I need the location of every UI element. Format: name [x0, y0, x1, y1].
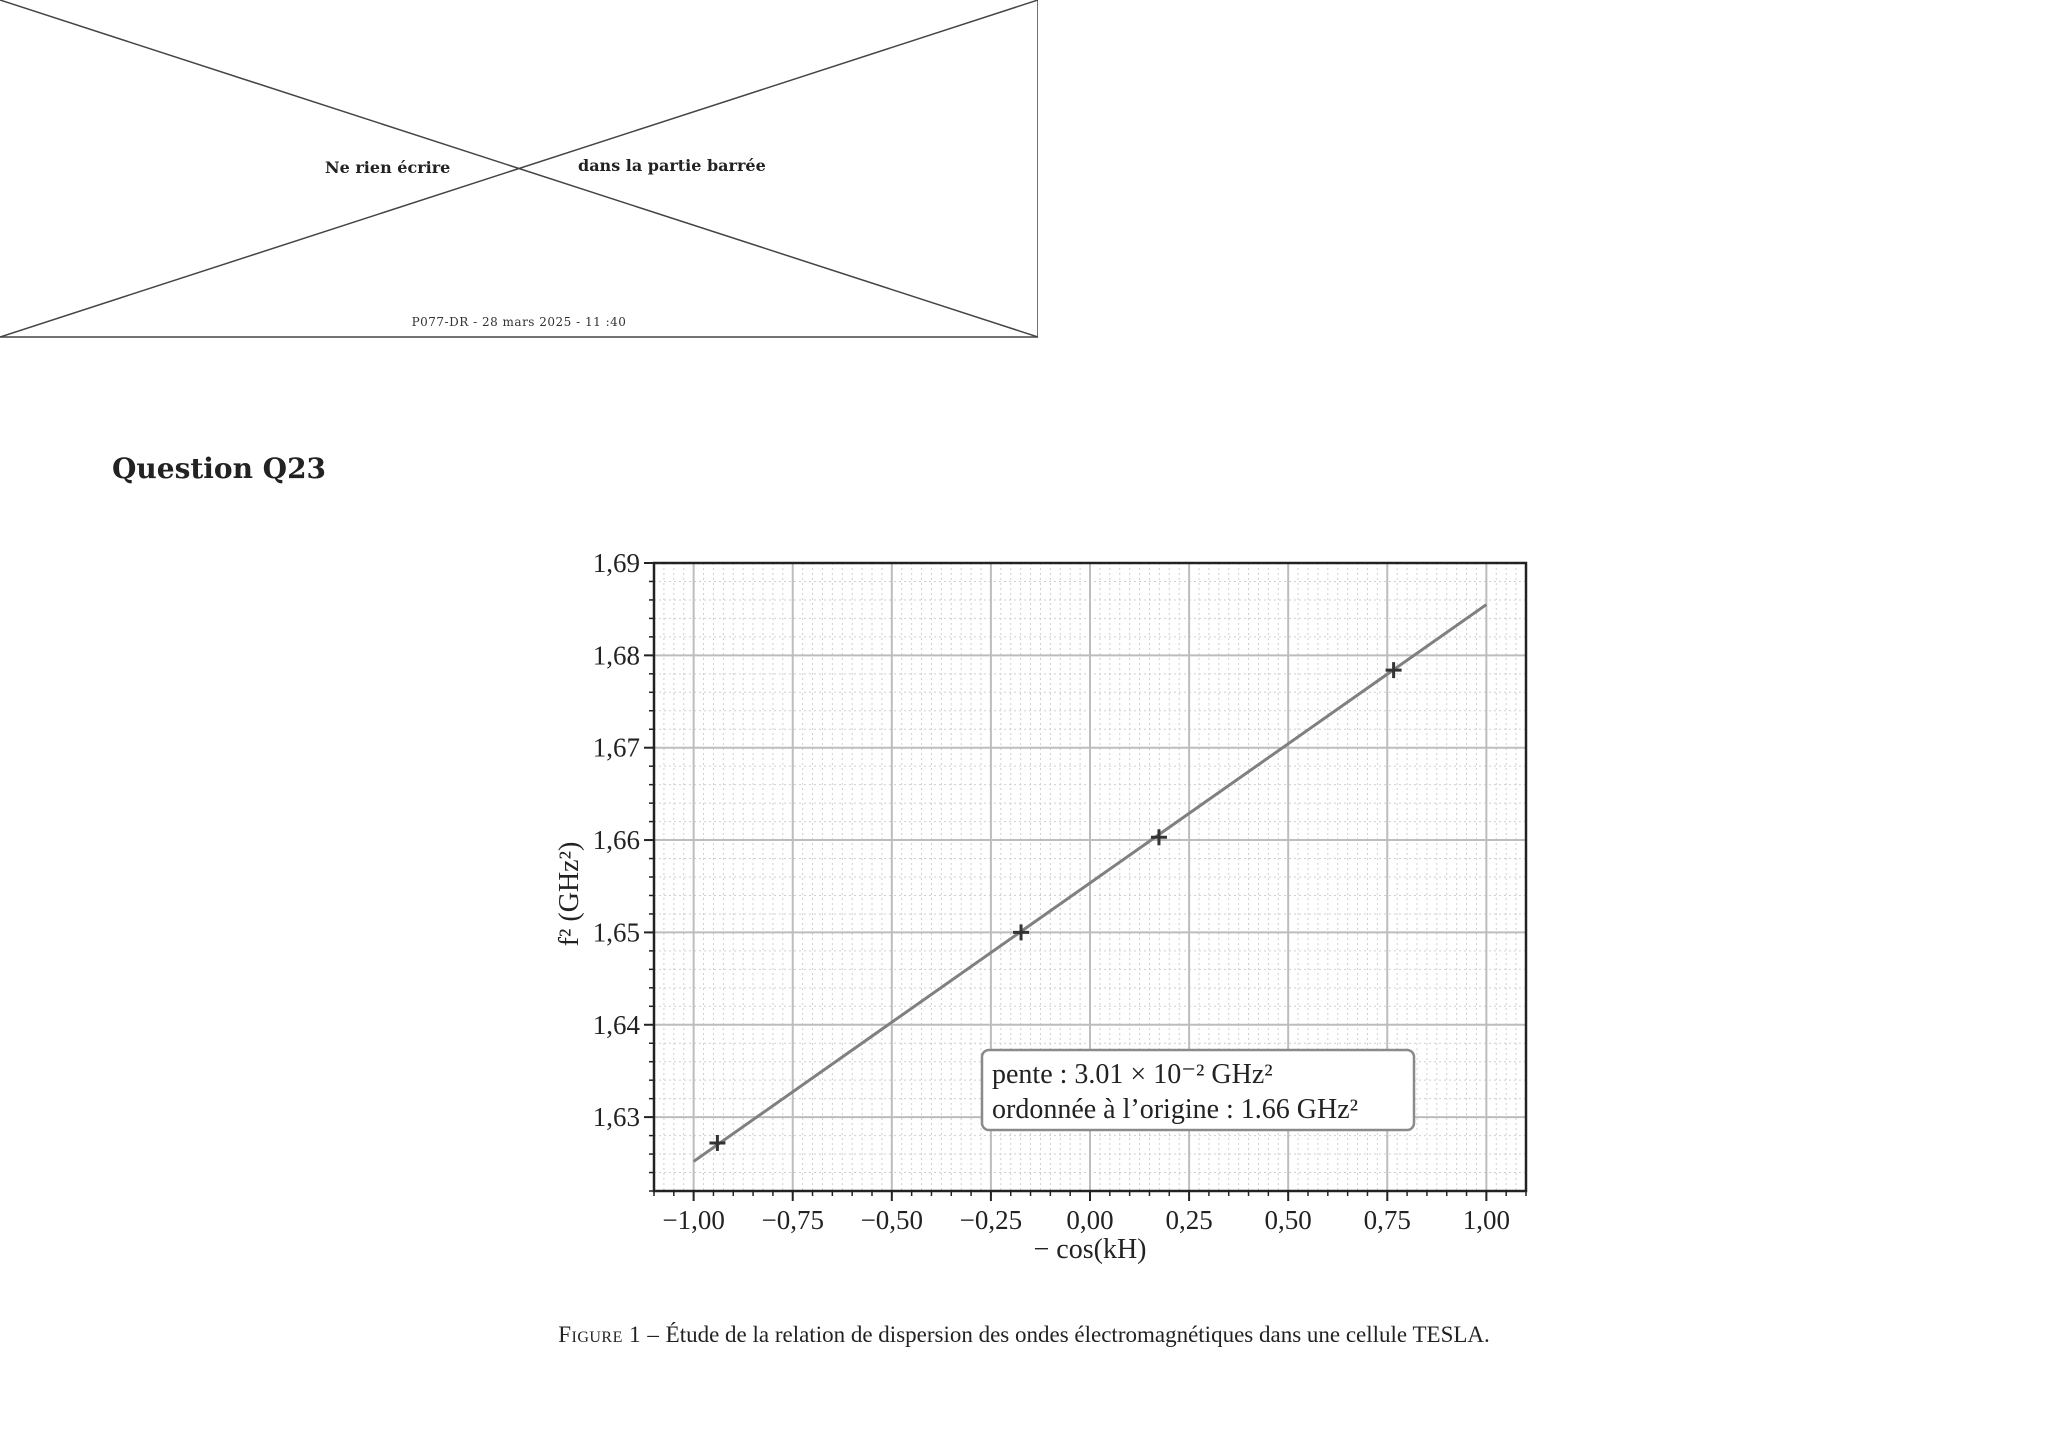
y-tick-label: 1,64: [592, 1009, 640, 1040]
y-tick-labels: [593, 548, 641, 1132]
x-tick-label: 0,50: [1264, 1205, 1312, 1235]
x-tick-label: 0,00: [1066, 1205, 1114, 1235]
x-tick-labels: [662, 1205, 1510, 1235]
figure-caption-prefix: Figure 1 –: [558, 1322, 666, 1347]
y-tick-label: 1,68: [592, 640, 640, 671]
barred-label-left: Ne rien écrire: [325, 158, 451, 177]
x-tick-label: −0,50: [860, 1205, 924, 1235]
barred-label-right: dans la partie barrée: [578, 156, 766, 175]
x-tick-label: −0,75: [761, 1205, 824, 1235]
figure-caption-text: Étude de la relation de dispersion des ondes électromagnétiques dans une cellule TESLA.: [665, 1322, 1490, 1347]
x-tick-label: −0,25: [959, 1205, 1023, 1235]
x-tick-label: 0,75: [1363, 1205, 1411, 1235]
y-tick-label: 1,69: [592, 548, 640, 578]
x-axis-label: − cos(kH): [1033, 1234, 1147, 1265]
y-tick-label: 1,63: [592, 1102, 640, 1133]
x-tick-label: 1,00: [1462, 1205, 1510, 1235]
document-stamp: P077-DR - 28 mars 2025 - 11 :40: [411, 315, 627, 329]
legend-box: [982, 1050, 1414, 1130]
x-tick-label: 0,25: [1165, 1205, 1213, 1235]
y-tick-label: 1,66: [592, 825, 640, 856]
question-title: Question Q23: [112, 452, 327, 485]
y-tick-label: 1,65: [592, 917, 640, 948]
x-tick-label: −1,00: [662, 1205, 725, 1235]
legend-line-slope: pente : 3.01 × 10⁻² GHz²: [992, 1059, 1273, 1090]
y-tick-label: 1,67: [592, 732, 640, 763]
figure-caption: [0, 1322, 2048, 1348]
legend-line-intercept: ordonnée à l’origine : 1.66 GHz²: [992, 1094, 1359, 1125]
y-axis-label: f² (GHz²): [554, 841, 585, 947]
